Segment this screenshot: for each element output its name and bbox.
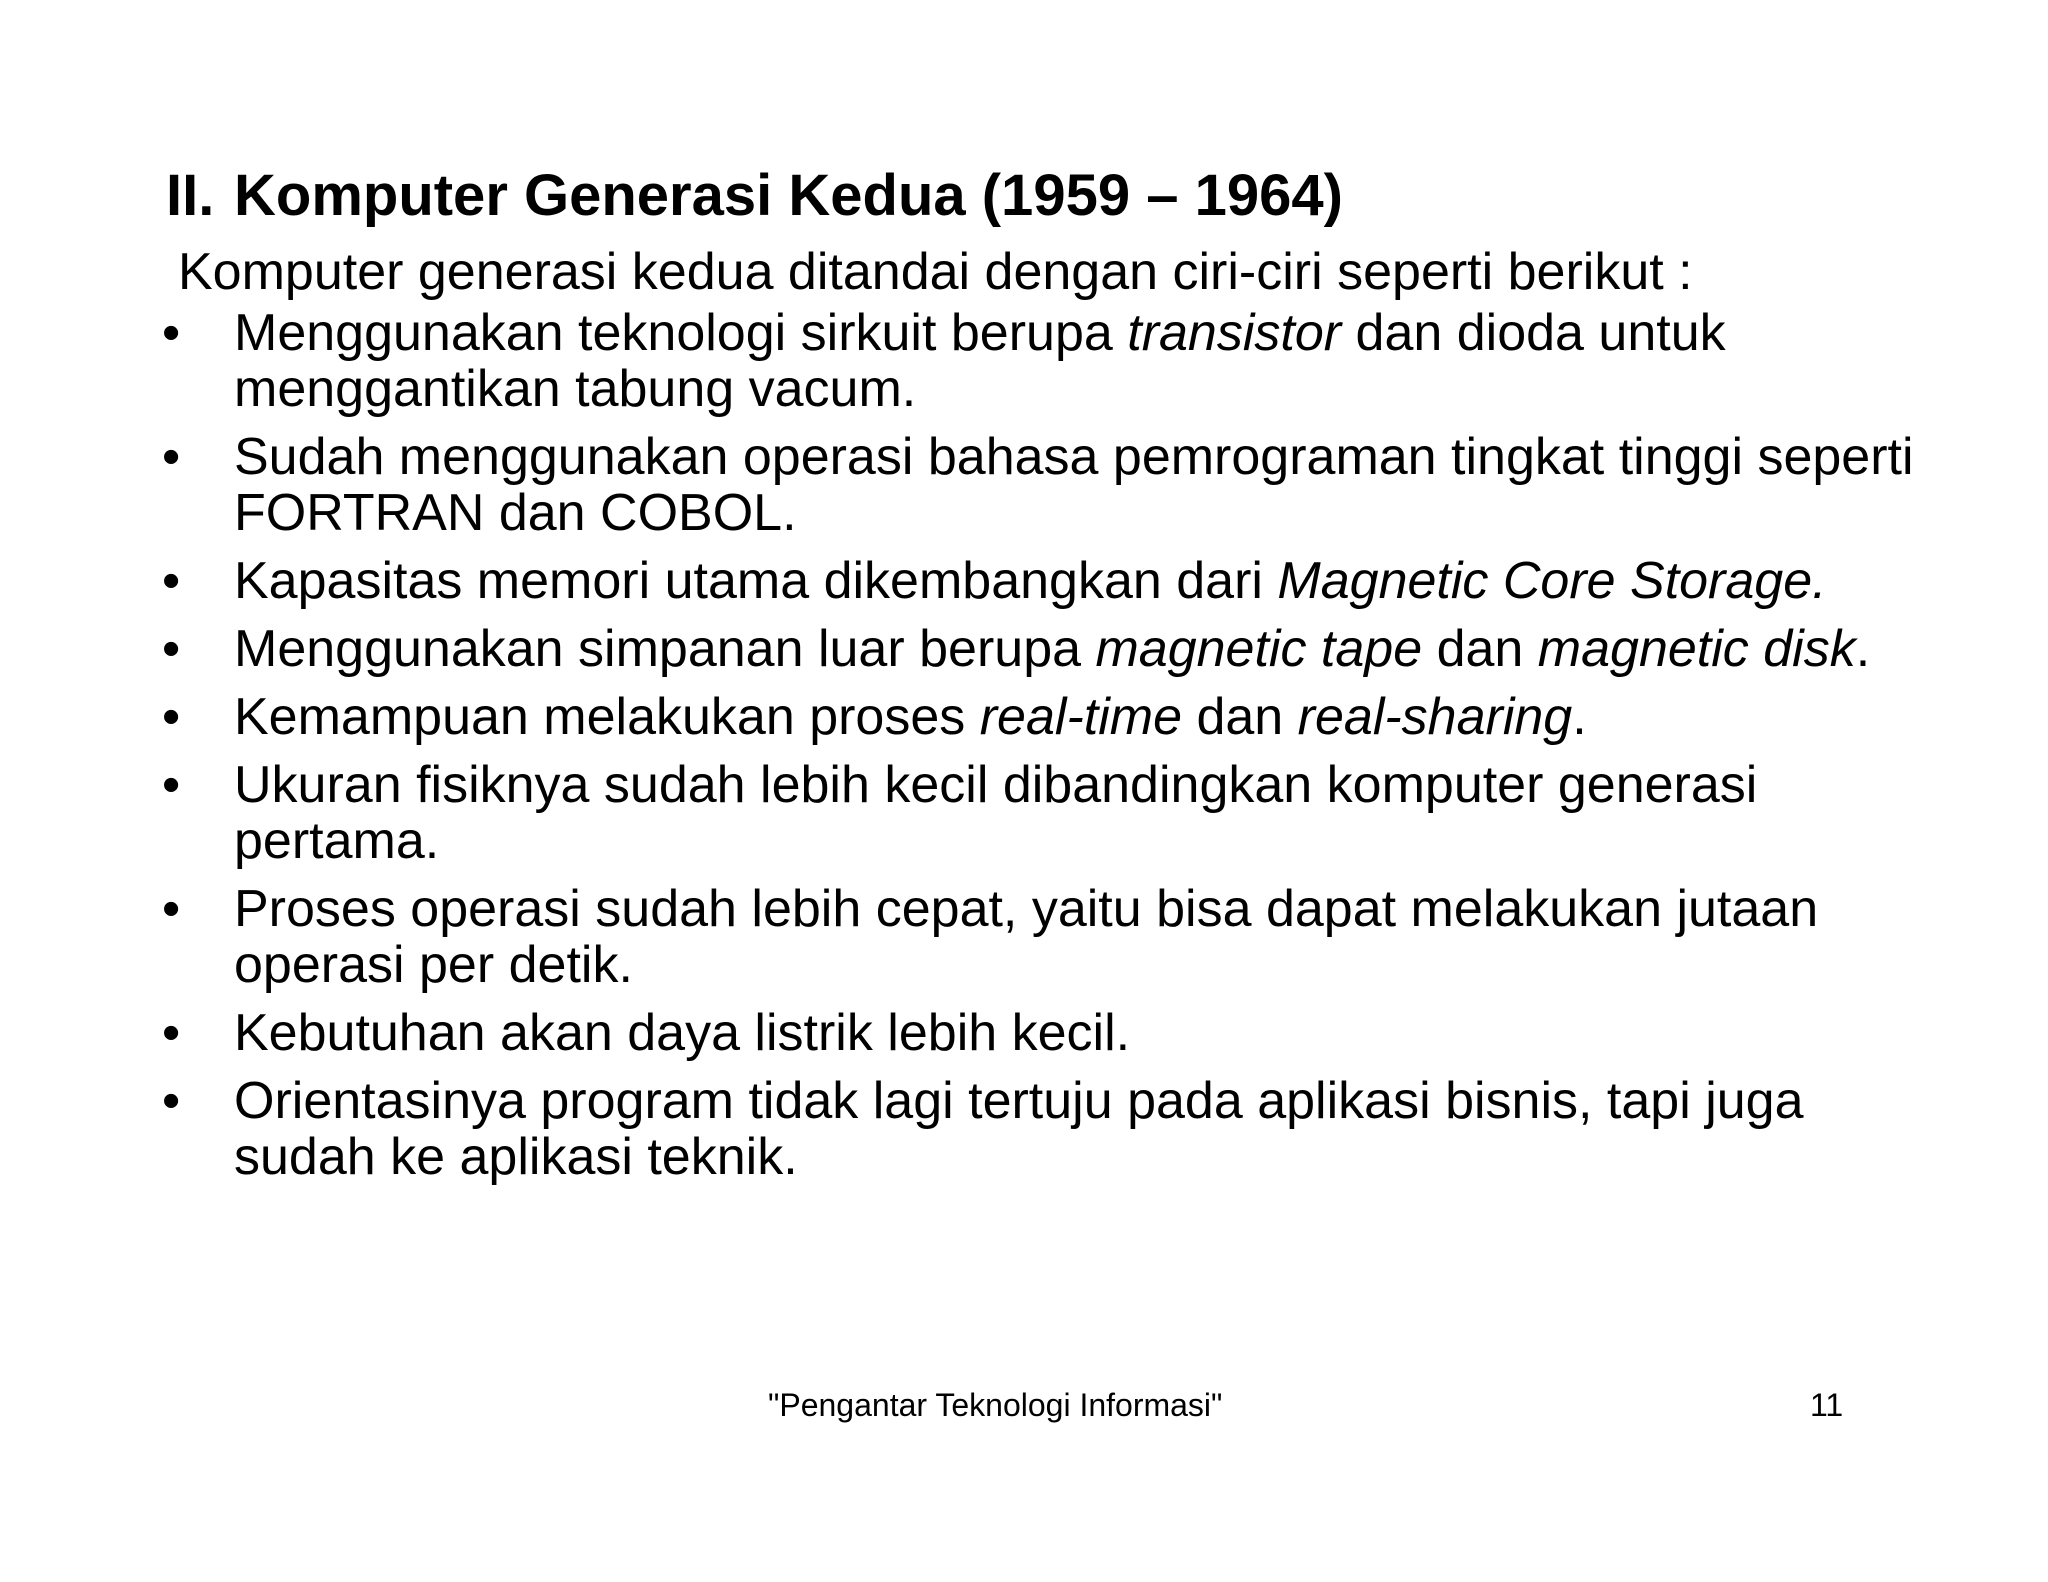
bullet-italic: magnetic tape bbox=[1095, 620, 1423, 678]
bullet-italic: magnetic disk bbox=[1537, 620, 1856, 678]
bullet-text: Menggunakan teknologi sirkuit berupa bbox=[234, 304, 1128, 362]
bullet-italic: real-time bbox=[979, 688, 1182, 746]
bullet-item bbox=[162, 689, 1922, 745]
footer-course-title: "Pengantar Teknologi Informasi" bbox=[768, 1387, 1223, 1423]
bullet-text: Kebutuhan akan daya listrik lebih kecil. bbox=[234, 1004, 1131, 1062]
bullet-italic: real-sharing bbox=[1297, 688, 1573, 746]
bullet-icon: • bbox=[162, 1004, 181, 1062]
bullet-icon: • bbox=[162, 620, 181, 678]
bullet-icon: • bbox=[162, 428, 181, 486]
bullet-text: dan bbox=[1422, 620, 1538, 678]
title-number: II. bbox=[166, 163, 215, 228]
bullet-icon: • bbox=[162, 552, 181, 610]
intro-text: Komputer generasi kedua ditandai dengan ciri-ciri seperti berikut : bbox=[178, 243, 1693, 301]
bullet-item bbox=[162, 621, 1922, 677]
bullet-icon: • bbox=[162, 880, 181, 938]
bullet-icon: • bbox=[162, 756, 181, 814]
bullet-italic: transistor bbox=[1127, 304, 1342, 362]
bullet-text: . bbox=[1572, 688, 1587, 746]
bullet-text: Orientasinya program tidak lagi tertuju pada aplikasi bisnis, tapi juga sudah ke aplikasi teknik. bbox=[234, 1072, 1804, 1186]
bullet-icon: • bbox=[162, 304, 181, 362]
bullet-item bbox=[162, 429, 1922, 541]
bullet-text: dan dioda untuk menggantikan tabung vacum. bbox=[234, 304, 1726, 418]
bullet-text: Proses operasi sudah lebih cepat, yaitu bisa dapat melakukan jutaan operasi per detik. bbox=[234, 880, 1819, 994]
bullet-text: Sudah menggunakan operasi bahasa pemrograman tingkat tinggi seperti FORTRAN dan COBOL. bbox=[234, 428, 1914, 542]
bullet-item bbox=[162, 553, 1922, 609]
bullet-list bbox=[162, 305, 1922, 1197]
bullet-item bbox=[162, 305, 1922, 417]
bullet-text: Ukuran fisiknya sudah lebih kecil dibandingkan komputer generasi pertama. bbox=[234, 756, 1758, 870]
bullet-text: Kapasitas memori utama dikembangkan dari bbox=[234, 552, 1278, 610]
bullet-icon: • bbox=[162, 1072, 181, 1130]
bullet-text: . bbox=[1855, 620, 1871, 678]
bullet-item bbox=[162, 1005, 1922, 1061]
bullet-item bbox=[162, 757, 1922, 869]
title-text: Komputer Generasi Kedua (1959 – 1964) bbox=[234, 163, 1343, 228]
bullet-text: Menggunakan simpanan luar berupa bbox=[234, 620, 1096, 678]
bullet-text: dan bbox=[1182, 688, 1298, 746]
bullet-italic: Magnetic Core Storage. bbox=[1277, 552, 1827, 610]
bullet-icon: • bbox=[162, 688, 181, 746]
bullet-text: Kemampuan melakukan proses bbox=[234, 688, 980, 746]
bullet-item bbox=[162, 881, 1922, 993]
slide-title bbox=[166, 163, 1343, 229]
page-number: 11 bbox=[1810, 1387, 1844, 1423]
bullet-item bbox=[162, 1073, 1922, 1185]
